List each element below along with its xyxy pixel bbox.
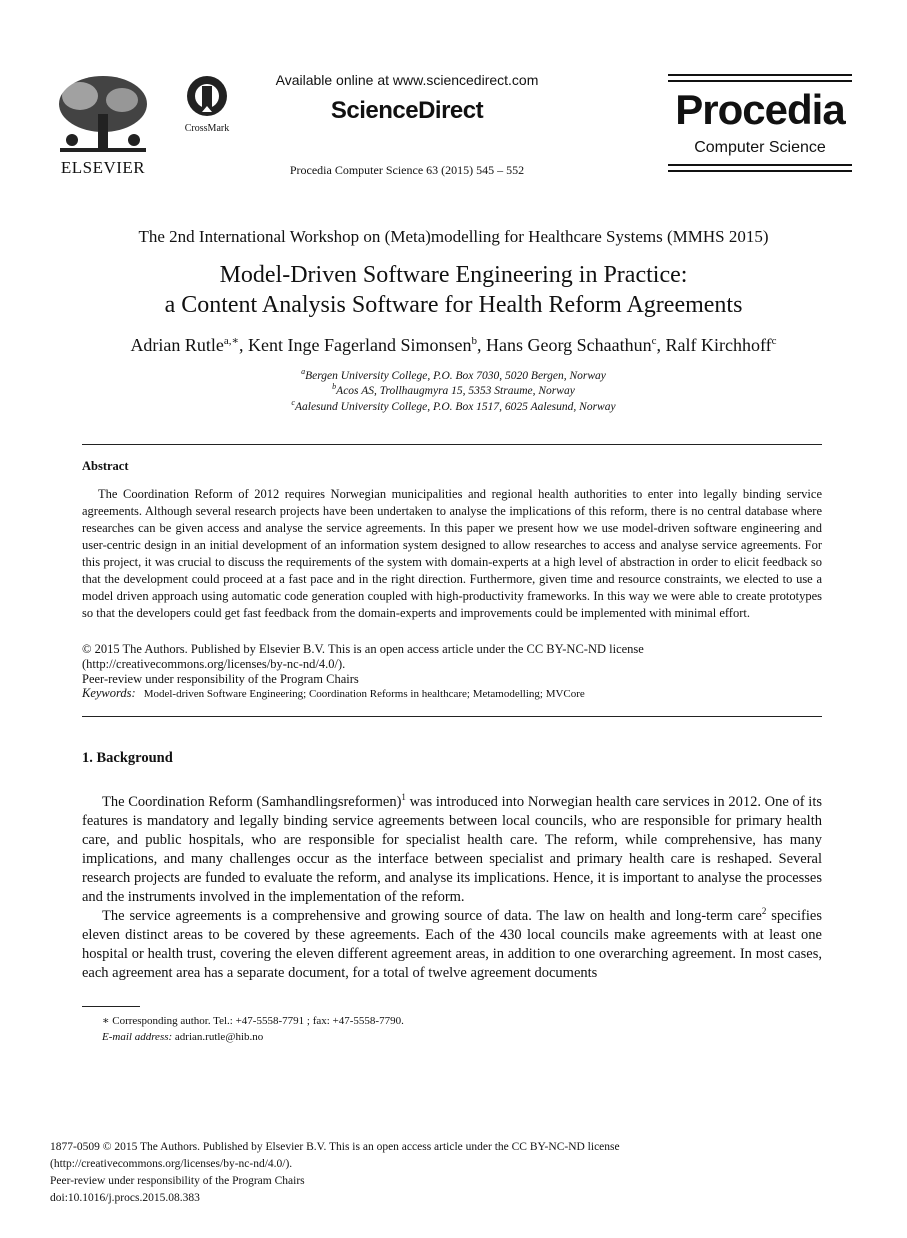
abstract-heading: Abstract [82, 459, 129, 473]
procedia-logo [668, 72, 852, 176]
footer-doi[interactable]: doi:10.1016/j.procs.2015.08.383 [50, 1192, 200, 1204]
procedia-subtitle: Computer Science [694, 139, 826, 156]
affiliation-mark: a [301, 367, 306, 376]
corresponding-text: Corresponding author. Tel.: +47-5558-7791 ; fax: +47-5558-7790. [112, 1015, 404, 1027]
procedia-bottom-rule-2 [668, 170, 852, 172]
elsevier-tree-icon [50, 74, 156, 158]
paragraph-1 [82, 788, 822, 907]
author-name: Kent Inge Fagerland Simonsen [248, 335, 472, 355]
procedia-top-rule-2 [668, 80, 852, 82]
footer-issn-line: 1877-0509 © 2015 The Authors. Published by Elsevier B.V. This is an open access article under the CC BY-NC-ND license [50, 1141, 620, 1153]
email-label: E-mail address: [102, 1031, 173, 1043]
paragraph-text: was introduced into Norwegian health care services in 2012. One of its features is mandatory and legally binding service agreements between local councils, who are responsible for primary health care, and public hospitals, who are responsible for specialist health care. The reform, while comprehensive, has many implications, and many challenges occur as the interface between specialist and primary health care is reshaped. Several research projects are funded to evaluate the reform, and analyse its implications. Hence, it is important to analyse the processes and the instruments involved in the implementation of the reform. [82, 793, 822, 905]
abstract-bottom-rule [82, 716, 822, 717]
journal-citation: Procedia Computer Science 63 (2015) 545 – 552 [289, 163, 525, 177]
procedia-name: Procedia [675, 86, 845, 133]
email-link[interactable]: adrian.rutle@hib.no [174, 1031, 264, 1043]
affiliation-text: Aalesund University College, P.O. Box 1517, 6025 Aalesund, Norway [294, 400, 616, 413]
crossmark-label: CrossMark [184, 123, 230, 134]
footnote-ref[interactable]: 1 [401, 792, 406, 802]
affiliation-mark: b [332, 382, 337, 391]
author-name: Hans Georg Schaathun [485, 335, 652, 355]
workshop-name: The 2nd International Workshop on (Meta)modelling for Healthcare Systems (MMHS 2015) [138, 227, 769, 246]
affiliation-text: Acos AS, Trollhaugmyra 15, 5353 Straume, Norway [336, 384, 575, 397]
affiliation-b [40, 382, 867, 397]
affiliation-a [40, 367, 867, 382]
title-line-1: Model-Driven Software Engineering in Practice: [219, 262, 688, 288]
author-list [40, 334, 867, 356]
keywords-text: Model-driven Software Engineering; Coordination Reforms in healthcare; Metamodelling; MVCore [143, 688, 585, 700]
footnote-ref[interactable]: 2 [761, 906, 767, 916]
affiliation-mark: c [291, 398, 295, 407]
crossmark-icon [176, 74, 238, 120]
elsevier-logo [50, 74, 156, 178]
author-affiliation-mark: b [471, 335, 477, 347]
author-name: Ralf Kirchhoff [665, 335, 772, 355]
section-heading: 1. Background [82, 750, 173, 766]
author-separator: , [476, 335, 486, 355]
footnote-rule [82, 1006, 140, 1007]
author-affiliation-mark: c [651, 335, 657, 347]
affiliation-c [40, 398, 867, 413]
procedia-top-rule [668, 74, 852, 76]
sciencedirect-logo[interactable]: ScienceDirect [330, 97, 484, 124]
author-affiliation-mark: c [771, 335, 777, 347]
title-line-2: a Content Analysis Software for Health Reform Agreements [164, 292, 743, 318]
abstract-license-link[interactable]: (http://creativecommons.org/licenses/by-nc-nd/4.0/). [82, 657, 346, 671]
abstract-peer-review: Peer-review under responsibility of the Program Chairs [82, 672, 359, 686]
crossmark-badge[interactable] [176, 74, 238, 134]
paper-title [40, 260, 867, 320]
email-note [82, 1029, 822, 1045]
paragraph-text: specifies eleven distinct areas to be covered by these agreements. Each of the 430 local councils make agreements with at least one hospital or health trust, covering the eleven different agreement areas, in addition to one overarching agreement. In most cases, each agreement area has a separate document, for a total of twelve agreement documents [82, 907, 822, 981]
footnote-mark: ∗ [102, 1015, 110, 1027]
procedia-bottom-rule [668, 164, 852, 166]
available-online-link[interactable]: Available online at www.sciencedirect.com [275, 72, 539, 88]
paragraph-2 [82, 902, 822, 983]
footer-license-link[interactable]: (http://creativecommons.org/licenses/by-nc-nd/4.0/). [50, 1158, 293, 1170]
paragraph-text: The service agreements is a comprehensive and growing source of data. The law on health and long-term care [102, 907, 762, 924]
author-name: Adrian Rutle [130, 335, 224, 355]
paragraph-text: The Coordination Reform (Samhandlingsreformen) [102, 793, 402, 810]
affiliation-text: Bergen University College, P.O. Box 7030, 5020 Bergen, Norway [305, 369, 606, 382]
author-separator: , [656, 335, 666, 355]
abstract-body: The Coordination Reform of 2012 requires Norwegian municipalities and regional health authorities to enter into legally binding service agreements. Although several research projects have been undertaken to analyse the implications of this reform, there is no central database where researches can be given access and analyse the service agreements. In this paper we present how we use model-driven software engineering and user-centric design in an initial development of an information system designed to allow researches to access and analyse service agreements. For this project, it was crucial to discuss the requirements of the system with domain-experts at a high level of abstraction in order to elicit feedback so that the development could proceed at a fast pace and in the right direction. Furthermore, given time and resource constraints, we elected to use a model driven approach using automatic code generation coupled with high-productivity frameworks. In this way we were able to create prototypes so that the developers could get fast feedback from the domain-experts and improvements could be implemented with minimal effort. [82, 487, 822, 620]
author-affiliation-mark: a,∗ [223, 335, 240, 347]
footer-peer-review: Peer-review under responsibility of the Program Chairs [50, 1175, 305, 1187]
abstract-copyright: © 2015 The Authors. Published by Elsevier B.V. This is an open access article under the CC BY-NC-ND license [82, 642, 644, 656]
corresponding-author-note [82, 1013, 822, 1029]
abstract-top-rule [82, 444, 822, 445]
keywords-label: Keywords: [82, 686, 136, 700]
author-separator: , [239, 335, 249, 355]
elsevier-wordmark: ELSEVIER [60, 158, 146, 177]
keywords-line [82, 685, 822, 703]
